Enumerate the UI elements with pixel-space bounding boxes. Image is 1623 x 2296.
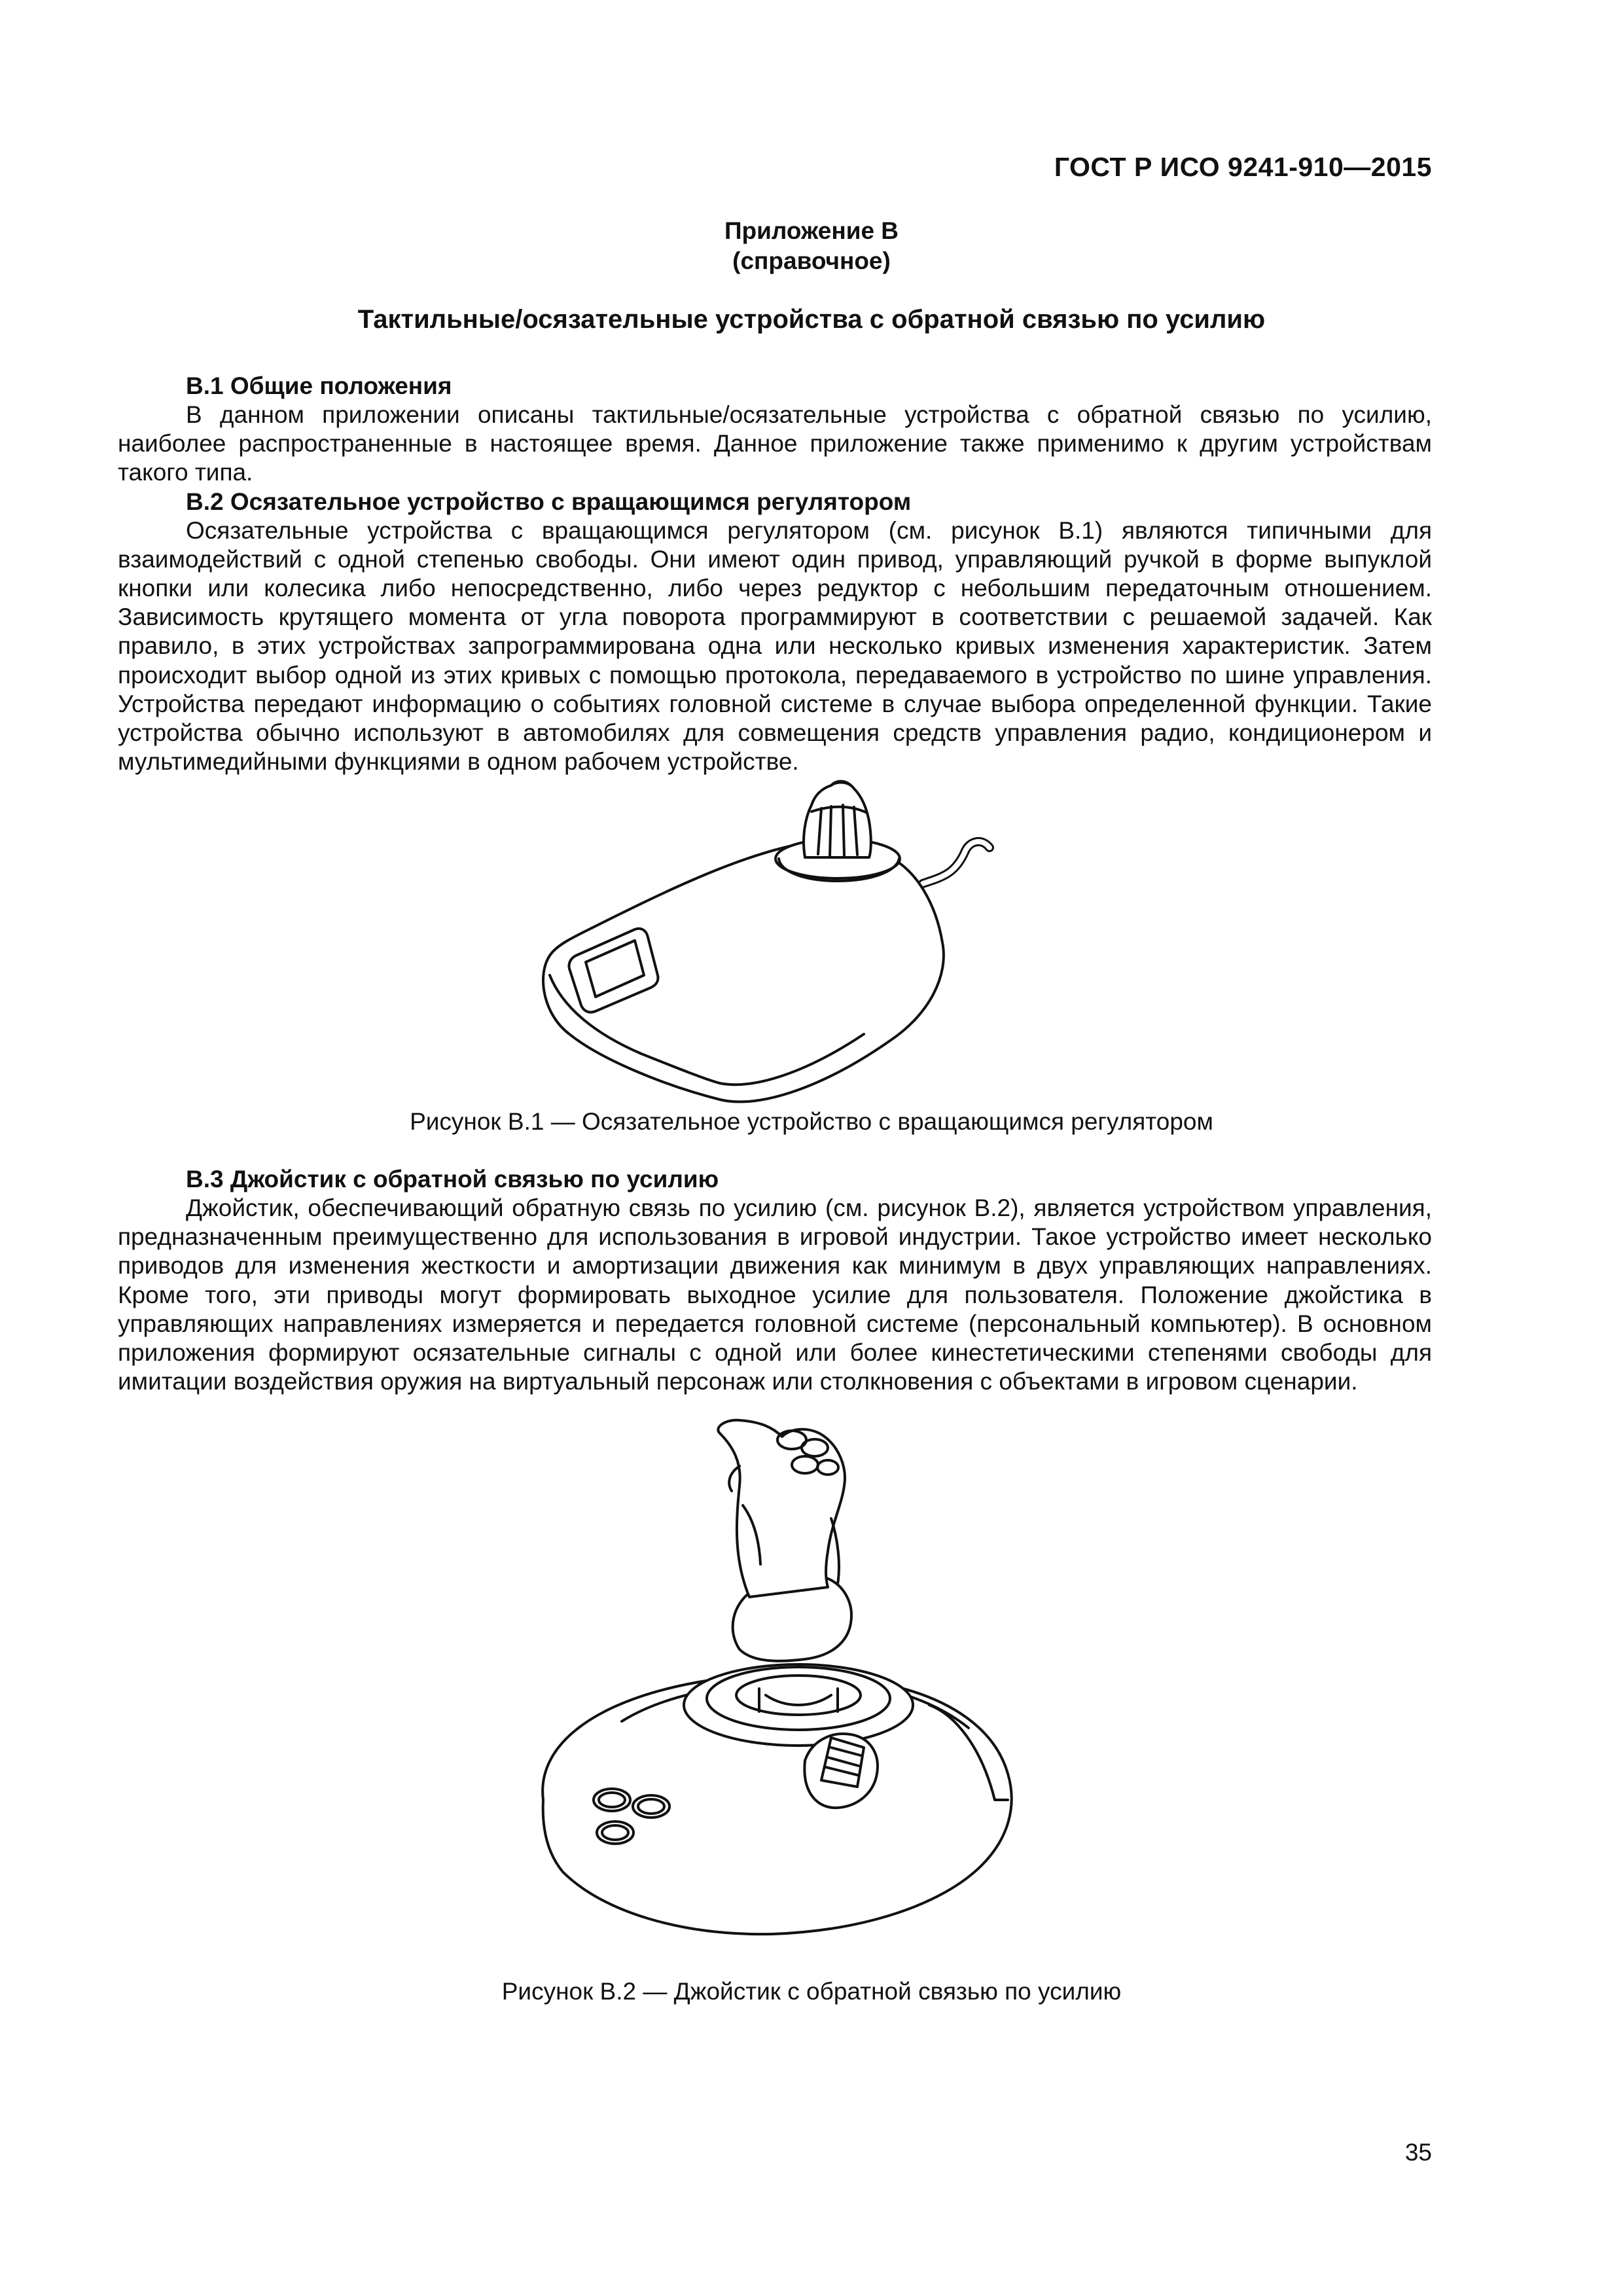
section-block-2 — [118, 1165, 1432, 1396]
rotary-knob-illustration — [524, 759, 1034, 1113]
annex-subtitle: (справочное) — [732, 247, 891, 274]
page-number: 35 — [1404, 2139, 1432, 2166]
section-text-b3: Джойстик, обеспечивающий обратную связь по усилию (см. рисунок В.2), является устройством управления, предназначенным преимущественно для использования в игровой индустрии. Такое устройство имеет несколько приводов для изменения жесткости и амортизации движения как минимум в двух управляющих направлениях. Кроме того, эти приводы могут формировать выходное усилие для пользователя. Положение джойстика в управляющих направлениях измеряется и передается головной системе (персональный компьютер). В основном приложения формируют осязательные сигналы с одной или более кинестетическими степенями свободы для имитации воздействия оружия на виртуальный персонаж или столкновения с объектами в игровом сценарии. — [118, 1194, 1432, 1395]
section-text-b1: В данном приложении описаны тактильные/осязательные устройства с обратной связью по усилию, наиболее распространенные в настоящее время. Данное приложение также применимо к другим устройствам такого типа. — [118, 401, 1432, 486]
figure-force-feedback-joystick — [524, 1407, 1034, 1964]
standard-code: ГОСТ Р ИСО 9241-910—2015 — [1054, 152, 1432, 182]
document-title: Тактильные/осязательные устройства с обратной связью по усилию — [357, 305, 1266, 334]
annex-title: Приложение В — [724, 217, 899, 244]
joystick-illustration — [524, 1407, 1034, 1964]
section-block-1 — [118, 372, 1432, 776]
section-heading-b2: В.2 Осязательное устройство с вращающимся регулятором — [186, 488, 912, 515]
section-text-b2: Осязательные устройства с вращающимся регулятором (см. рисунок В.1) являются типичными для взаимодействий с одной степенью свободы. Они имеют один привод, управляющий ручкой в форме выпуклой кнопки или колесика либо непосредственно, либо через редуктор с небольшим передаточным отношением. Зависимость крутящего момента от угла поворота программируют в соответствии с решаемой задачей. Как правило, в этих устройствах запрограммирована одна или несколько кривых изменения характеристик. Затем происходит выбор одной из этих кривых с помощью протокола, передаваемого в устройство по шине управления. Устройства передают информацию о событиях головной системе в случае выбора определенной функции. Такие устройства обычно используют в автомобилях для совмещения средств управления радио, кондиционером и мультимедийными функциями в одном рабочем устройстве. — [118, 516, 1432, 776]
annex-heading — [0, 216, 1623, 276]
section-heading-b1: В.1 Общие положения — [186, 372, 452, 399]
figure-caption-b1: Рисунок В.1 — Осязательное устройство с вращающимся регулятором — [410, 1108, 1213, 1135]
section-heading-b3: В.3 Джойстик с обратной связью по усилию — [186, 1166, 719, 1193]
figure-rotary-knob-device — [524, 759, 1034, 1113]
figure-caption-b2: Рисунок В.2 — Джойстик с обратной связью по усилию — [501, 1978, 1122, 2005]
